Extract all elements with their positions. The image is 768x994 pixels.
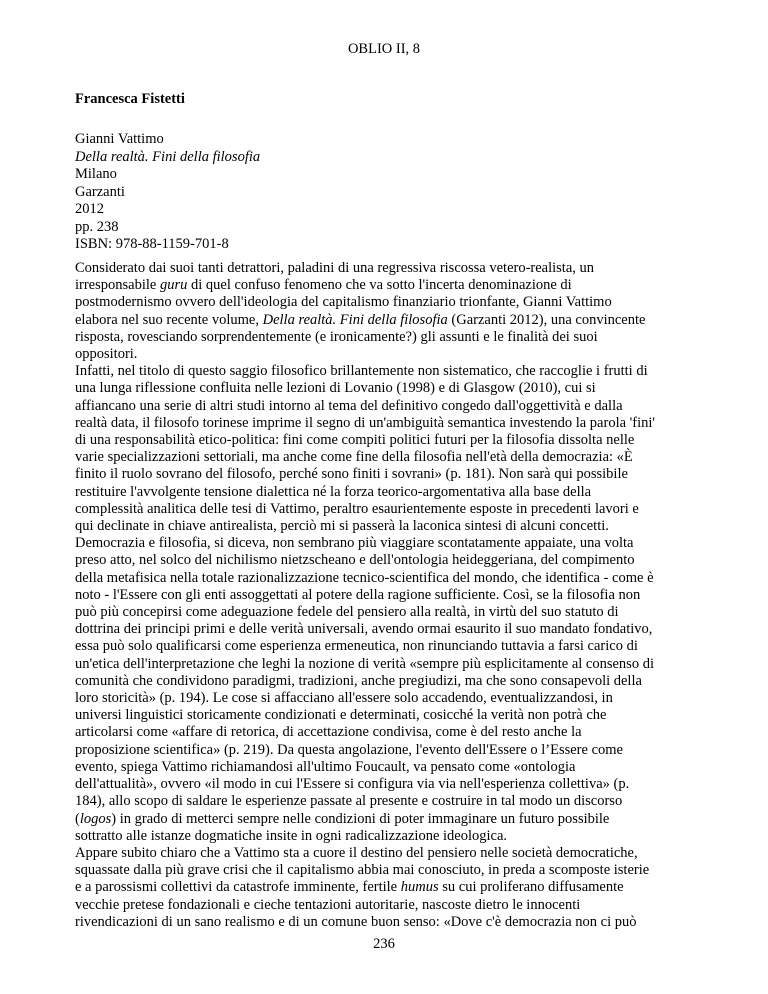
book-city: Milano: [75, 166, 117, 182]
text-run: (Garzanti 2012), una convincente: [447, 311, 646, 328]
body-line: [75, 673, 695, 690]
text-run: restituire l'avvolgente tensione dialettica né la forza teorico-argomentativa alla base della: [75, 483, 592, 500]
body-line: [75, 329, 695, 346]
body-line: [75, 759, 695, 776]
body-line: [75, 811, 695, 828]
text-run: 184), allo scopo di saldare le esperienze passate al presente e costruire in tal modo un discorso: [75, 793, 623, 810]
body-line: [75, 621, 695, 638]
body-line: [75, 277, 695, 294]
body-line: [75, 793, 695, 810]
body-line: [75, 638, 695, 655]
text-run: postmodernismo ovvero dell'ideologia del capitalismo finanziario trionfante, Gianni Vattimo: [75, 294, 612, 311]
body-line: [75, 776, 695, 793]
text-run: noto - l'Essere con gli enti assoggettati al potere della ragione sufficiente. Così, se la filosofia non: [75, 586, 641, 603]
text-run: Infatti, nel titolo di questo saggio filosofico brillantemente non sistematico, che raccoglie i frutti di: [75, 363, 648, 380]
italic-run: logos: [79, 810, 112, 827]
text-run: squassate dalla più grave crisi che il capitalismo abbia mai conosciuto, in preda a scomposte isterie: [75, 862, 650, 879]
book-title: Della realtà. Fini della filosofia: [75, 148, 261, 165]
text-run: oppositori.: [75, 346, 138, 363]
body-line: [75, 415, 695, 432]
text-run: una lunga riflessione confluita nelle lezioni di Lovanio (1998) e di Glasgow (2010), cui si: [75, 380, 596, 397]
italic-run: humus: [400, 879, 439, 896]
body-line: [75, 845, 695, 862]
body-line: [75, 518, 695, 535]
text-run: può più concepirsi come adeguazione fedele del pensiero alla realtà, in virtù del suo statuto di: [75, 604, 619, 621]
text-run: qui declinate in chiave antirealista, perciò mi si passerà la laconica sintesi di alcuni concetti.: [75, 518, 609, 535]
book-author: Gianni Vattimo: [75, 131, 164, 147]
italic-run: guru: [159, 277, 188, 294]
body-line: [75, 707, 695, 724]
book-publisher: Garzanti: [75, 183, 125, 200]
text-run: un'etica dell'interpretazione che leghi la nozione di verità «sempre più esplicitamente al consenso di: [75, 655, 654, 672]
book-isbn: ISBN: 978-88-1159-701-8: [75, 236, 229, 252]
body-line: [75, 914, 695, 931]
text-run: universi linguistici storicamente condizionati e determinati, cosicché la verità non potrà che: [75, 707, 607, 724]
text-run: risposta, rovesciando sorprendentemente (e ironicamente?) gli assunti e le finalità dei suoi: [75, 328, 598, 345]
body-line: [75, 570, 695, 587]
book-year: 2012: [75, 201, 104, 217]
text-run: realtà data, il filosofo torinese imprime il segno di un'ambiguità semantica investendo la parola 'fini': [75, 414, 656, 431]
text-run: essa può solo qualificarsi come esperienza ermeneutica, non rinunciando tuttavia a farsi carico di: [75, 638, 638, 655]
body-line: [75, 828, 695, 845]
text-run: dottrina dei principi primi e delle verità universali, avendo ormai esaurito il suo mandato fondativo,: [75, 621, 653, 638]
text-run: rivendicazioni di un sano realismo e di un comune buon senso: «Dove c'è democrazia non ci può: [75, 913, 637, 930]
body-line: [75, 742, 695, 759]
text-run: affiancano una serie di altri studi intorno al tema del definitivo congedo dall'oggettività e dalla: [75, 397, 623, 414]
text-run: Democrazia e filosofia, si diceva, non sembrano più viaggiare scontatamente appaiate, una volta: [75, 535, 634, 552]
text-run: varie specializzazioni settoriali, ma anche come fine della filosofia nell'età della democrazia: «È: [75, 449, 633, 466]
italic-run: Della realtà. Fini della filosofia: [262, 311, 448, 328]
body-line: [75, 294, 695, 311]
body-line: [75, 312, 695, 329]
text-run: e a parossismi collettivi da catastrofe imminente, fertile: [75, 879, 401, 896]
page-number: 236: [373, 936, 395, 952]
text-run: sottratto alle istanze dogmatiche insite in ogni radicalizzazione ideologica.: [75, 827, 508, 844]
running-header: OBLIO II, 8: [347, 41, 421, 57]
body-line: [75, 449, 695, 466]
body-line: [75, 690, 695, 707]
text-run: su cui proliferano diffusamente: [438, 879, 624, 896]
text-run: Appare subito chiaro che a Vattimo sta a cuore il destino del pensiero nelle società democratiche,: [75, 844, 638, 861]
text-run: (: [75, 810, 80, 827]
text-run: complessità analitica delle tesi di Vattimo, peraltro esaurientemente esposte in precedenti lavori e: [75, 500, 639, 517]
body-line: [75, 897, 695, 914]
text-run: proposizione scientifica» (p. 219). Da questa angolazione, l'evento dell'Essere o l’Essere come: [75, 741, 623, 758]
reviewer-name: Francesca Fistetti: [75, 91, 185, 107]
book-pages: pp. 238: [75, 218, 119, 235]
body-line: [75, 656, 695, 673]
body-line: [75, 862, 695, 879]
body-line: [75, 604, 695, 621]
text-run: elabora nel suo recente volume,: [75, 311, 263, 328]
body-line: [75, 484, 695, 501]
body-line: [75, 879, 695, 896]
text-run: di quel confuso fenomeno che va sotto l'incerta denominazione di: [187, 277, 572, 294]
body-line: [75, 432, 695, 449]
text-run: loro storicità» (p. 194). Le cose si affacciano all'essere solo accadendo, eventualizzandosi, in: [75, 690, 613, 707]
body-line: [75, 260, 695, 277]
text-run: irresponsabile: [75, 277, 160, 294]
body-line: [75, 724, 695, 741]
text-run: finito il ruolo sovrano del filosofo, perché sono finiti i sovrani» (p. 181). Non sarà qui possibile: [75, 466, 628, 483]
text-run: comunità che condividono paradigmi, tradizioni, anche pregiudizi, ma che sono consapevoli della: [75, 672, 642, 689]
text-run: articolarsi come «affare di retorica, di accettazione condivisa, come è del resto anche la: [75, 724, 582, 741]
text-run: ) in grado di metterci sempre nelle condizioni di poter immaginare un futuro possibile: [111, 810, 610, 827]
body-line: [75, 587, 695, 604]
text-run: Considerato dai suoi tanti detrattori, paladini di una regressiva riscossa vetero-realista, un: [75, 260, 595, 276]
text-run: di una responsabilità etico-politica: fini come compiti politici futuri per la filosofia dissolta nelle: [75, 432, 635, 449]
text-run: dell'attualità», ovvero «il modo in cui l'Essere si configura via via nell'esperienza collettiva» (p.: [75, 776, 630, 793]
body-line: [75, 363, 695, 380]
bibliographic-entry: [75, 131, 260, 254]
body-line: [75, 466, 695, 483]
text-run: preso atto, nel solco del nichilismo nietzscheano e dell'ontologia heideggeriana, del compimento: [75, 552, 635, 569]
text-run: vecchie pretese fondazionali e cieche tentazioni autoritarie, nascoste dietro le innocenti: [75, 896, 581, 913]
body-line: [75, 552, 695, 569]
body-line: [75, 501, 695, 518]
text-run: della metafisica nella totale razionalizzazione tecnico-scientifica del mondo, che identifica - come è: [75, 569, 654, 586]
review-body: [75, 260, 695, 931]
body-line: [75, 380, 695, 397]
body-line: [75, 398, 695, 415]
body-line: [75, 346, 695, 363]
body-line: [75, 535, 695, 552]
text-run: evento, spiega Vattimo richiamandosi all'ultimo Foucault, va pensato come «ontologia: [75, 758, 576, 775]
